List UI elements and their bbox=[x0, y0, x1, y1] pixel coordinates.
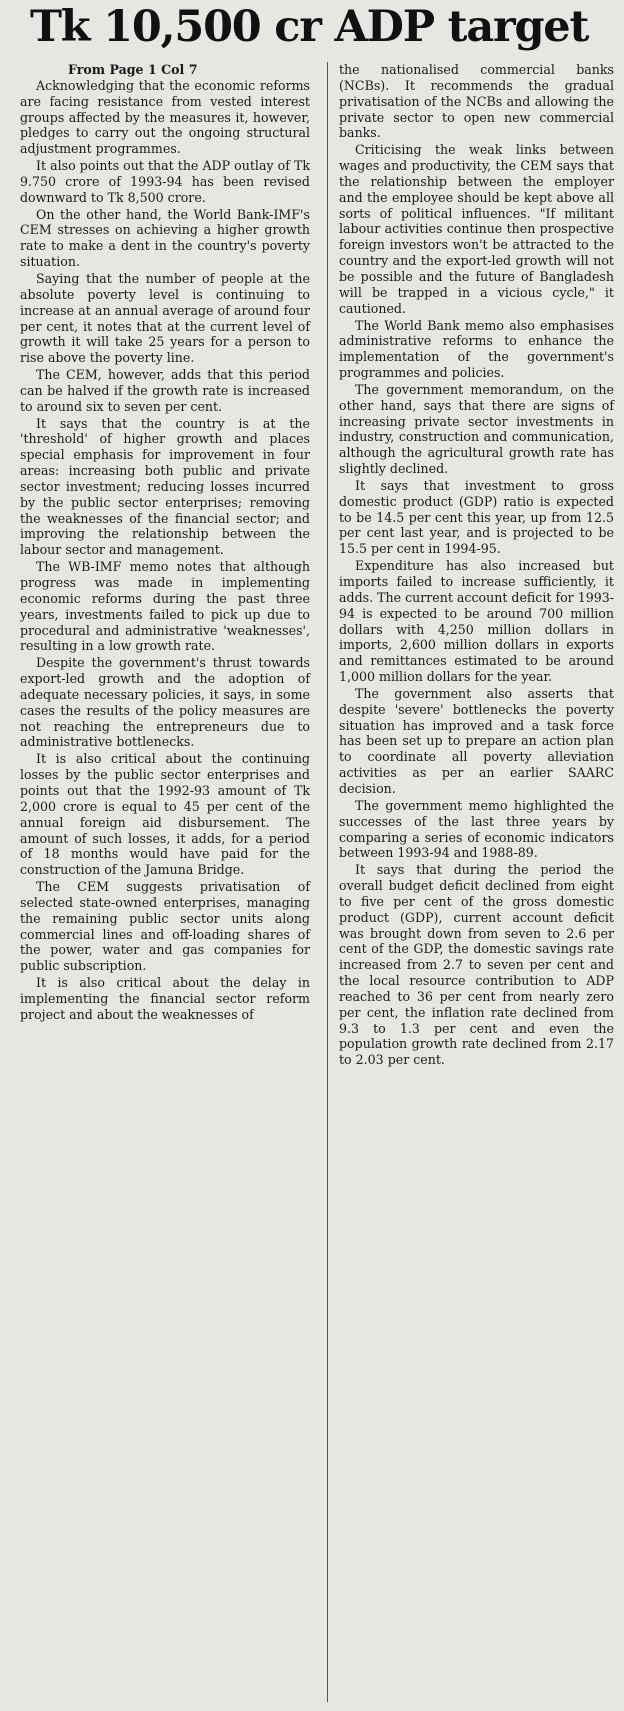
paragraph: It says that investment to gross domestic product (GDP) ratio is expected to be 14.5 per cent this year, up from 12.5 per cent last year, and is projected to be 15.5 per cent in 1994-95. bbox=[339, 477, 614, 557]
paragraph: the nationalised commercial banks (NCBs). It recommends the gradual privatisation of the NCBs and allowing the private sector to open new commercial banks. bbox=[339, 62, 614, 141]
paragraph: The CEM, however, adds that this period can be halved if the growth rate is increased to around six to seven per cent. bbox=[20, 367, 310, 414]
paragraph: The World Bank memo also emphasises administrative reforms to enhance the implementation of the government's programmes and policies. bbox=[339, 317, 614, 381]
article-column-right bbox=[339, 62, 614, 1069]
paragraph: The government also asserts that despite 'severe' bottlenecks the poverty situation has improved and a task force has been set up to prepare an action plan to coordinate all poverty alleviation activities as per an earlier SAARC decision. bbox=[339, 685, 614, 796]
paragraph: It says that during the period the overall budget deficit declined from eight to five per cent of the gross domestic product (GDP), current account deficit was brought down from seven to 2.6 per cent of the GDP, the domestic savings rate increased from 2.7 to seven per cent and the local resource contribution to ADP reached to 36 per cent from nearly zero per cent, the inflation rate declined from 9.3 to 1.3 per cent and even the population growth rate declined from 2.17 to 2.03 per cent. bbox=[339, 862, 614, 1068]
paragraph: Despite the government's thrust towards export-led growth and the adoption of adequate necessary policies, it says, in some cases the results of the policy measures are not reaching the entrepreneurs due to administrative bottlenecks. bbox=[20, 655, 310, 750]
paragraph: It is also critical about the continuing losses by the public sector enterprises and points out that the 1992-93 amount of Tk 2,000 crore is equal to 45 per cent of the annual foreign aid disbursement. The amount of such losses, it adds, for a period of 18 months would have paid for the construction of the Jamuna Bridge. bbox=[20, 751, 310, 878]
article-column-left bbox=[20, 62, 310, 1024]
paragraph: It is also critical about the delay in implementing the financial sector reform project and about the weaknesses of bbox=[20, 975, 310, 1022]
column-divider bbox=[327, 62, 328, 1702]
paragraph: The government memo highlighted the successes of the last three years by comparing a series of economic indicators between 1993-94 and 1988-89. bbox=[339, 797, 614, 861]
paragraph: Criticising the weak links between wages and productivity, the CEM says that the relationship between the employer and the employee should be kept above all sorts of political influences. "If militant labour activities continue then prospective foreign investors won't be attracted to the country and the export-led growth will not be possible and the future of Bangladesh will be trapped in a vicious cycle," it cautioned. bbox=[339, 142, 614, 316]
paragraph: Saying that the number of people at the absolute poverty level is continuing to increase at an annual average of around four per cent, it notes that at the current level of growth it will take 25 years for a person to rise above the poverty line. bbox=[20, 270, 310, 366]
paragraph: On the other hand, the World Bank-IMF's CEM stresses on achieving a higher growth rate to make a dent in the country's poverty situation. bbox=[20, 206, 310, 270]
paragraph: The CEM suggests privatisation of selected state-owned enterprises, managing the remaining public sector units along commercial lines and off-loading shares of the power, water and gas companies for public subscription. bbox=[20, 879, 310, 974]
paragraph: It also points out that the ADP outlay of Tk 9.750 crore of 1993-94 has been revised downward to Tk 8,500 crore. bbox=[20, 158, 310, 205]
paragraph: Acknowledging that the economic reforms are facing resistance from vested interest groups affected by the measures it, however, pledges to carry out the ongoing structural adjustment programmes. bbox=[20, 77, 310, 157]
paragraph: The government memorandum, on the other hand, says that there are signs of increasing private sector investments in industry, construction and communication, although the agricultural growth rate has slightly declined. bbox=[339, 381, 614, 477]
headline: Tk 10,500 cr ADP target bbox=[30, 2, 589, 52]
paragraph: The WB-IMF memo notes that although progress was made in implementing economic reforms during the past three years, investments failed to pick up due to procedural and administrative 'weaknesses', resulting in a low growth rate. bbox=[20, 559, 310, 654]
continuation-line: From Page 1 Col 7 bbox=[68, 62, 198, 77]
paragraph: Expenditure has also increased but imports failed to increase sufficiently, it adds. The current account deficit for 1993-94 is expected to be around 700 million dollars with 4,250 million dollars in imports, 2,600 million dollars in exports and remittances estimated to be around 1,000 million dollars for the year. bbox=[339, 558, 615, 685]
paragraph: It says that the country is at the 'threshold' of higher growth and places special emphasis for improvement in four areas: increasing both public and private sector investment; reducing losses incurred by the public sector enterprises; removing the weaknesses of the financial sector; and improving the relationship between the labour sector and management. bbox=[20, 415, 310, 558]
